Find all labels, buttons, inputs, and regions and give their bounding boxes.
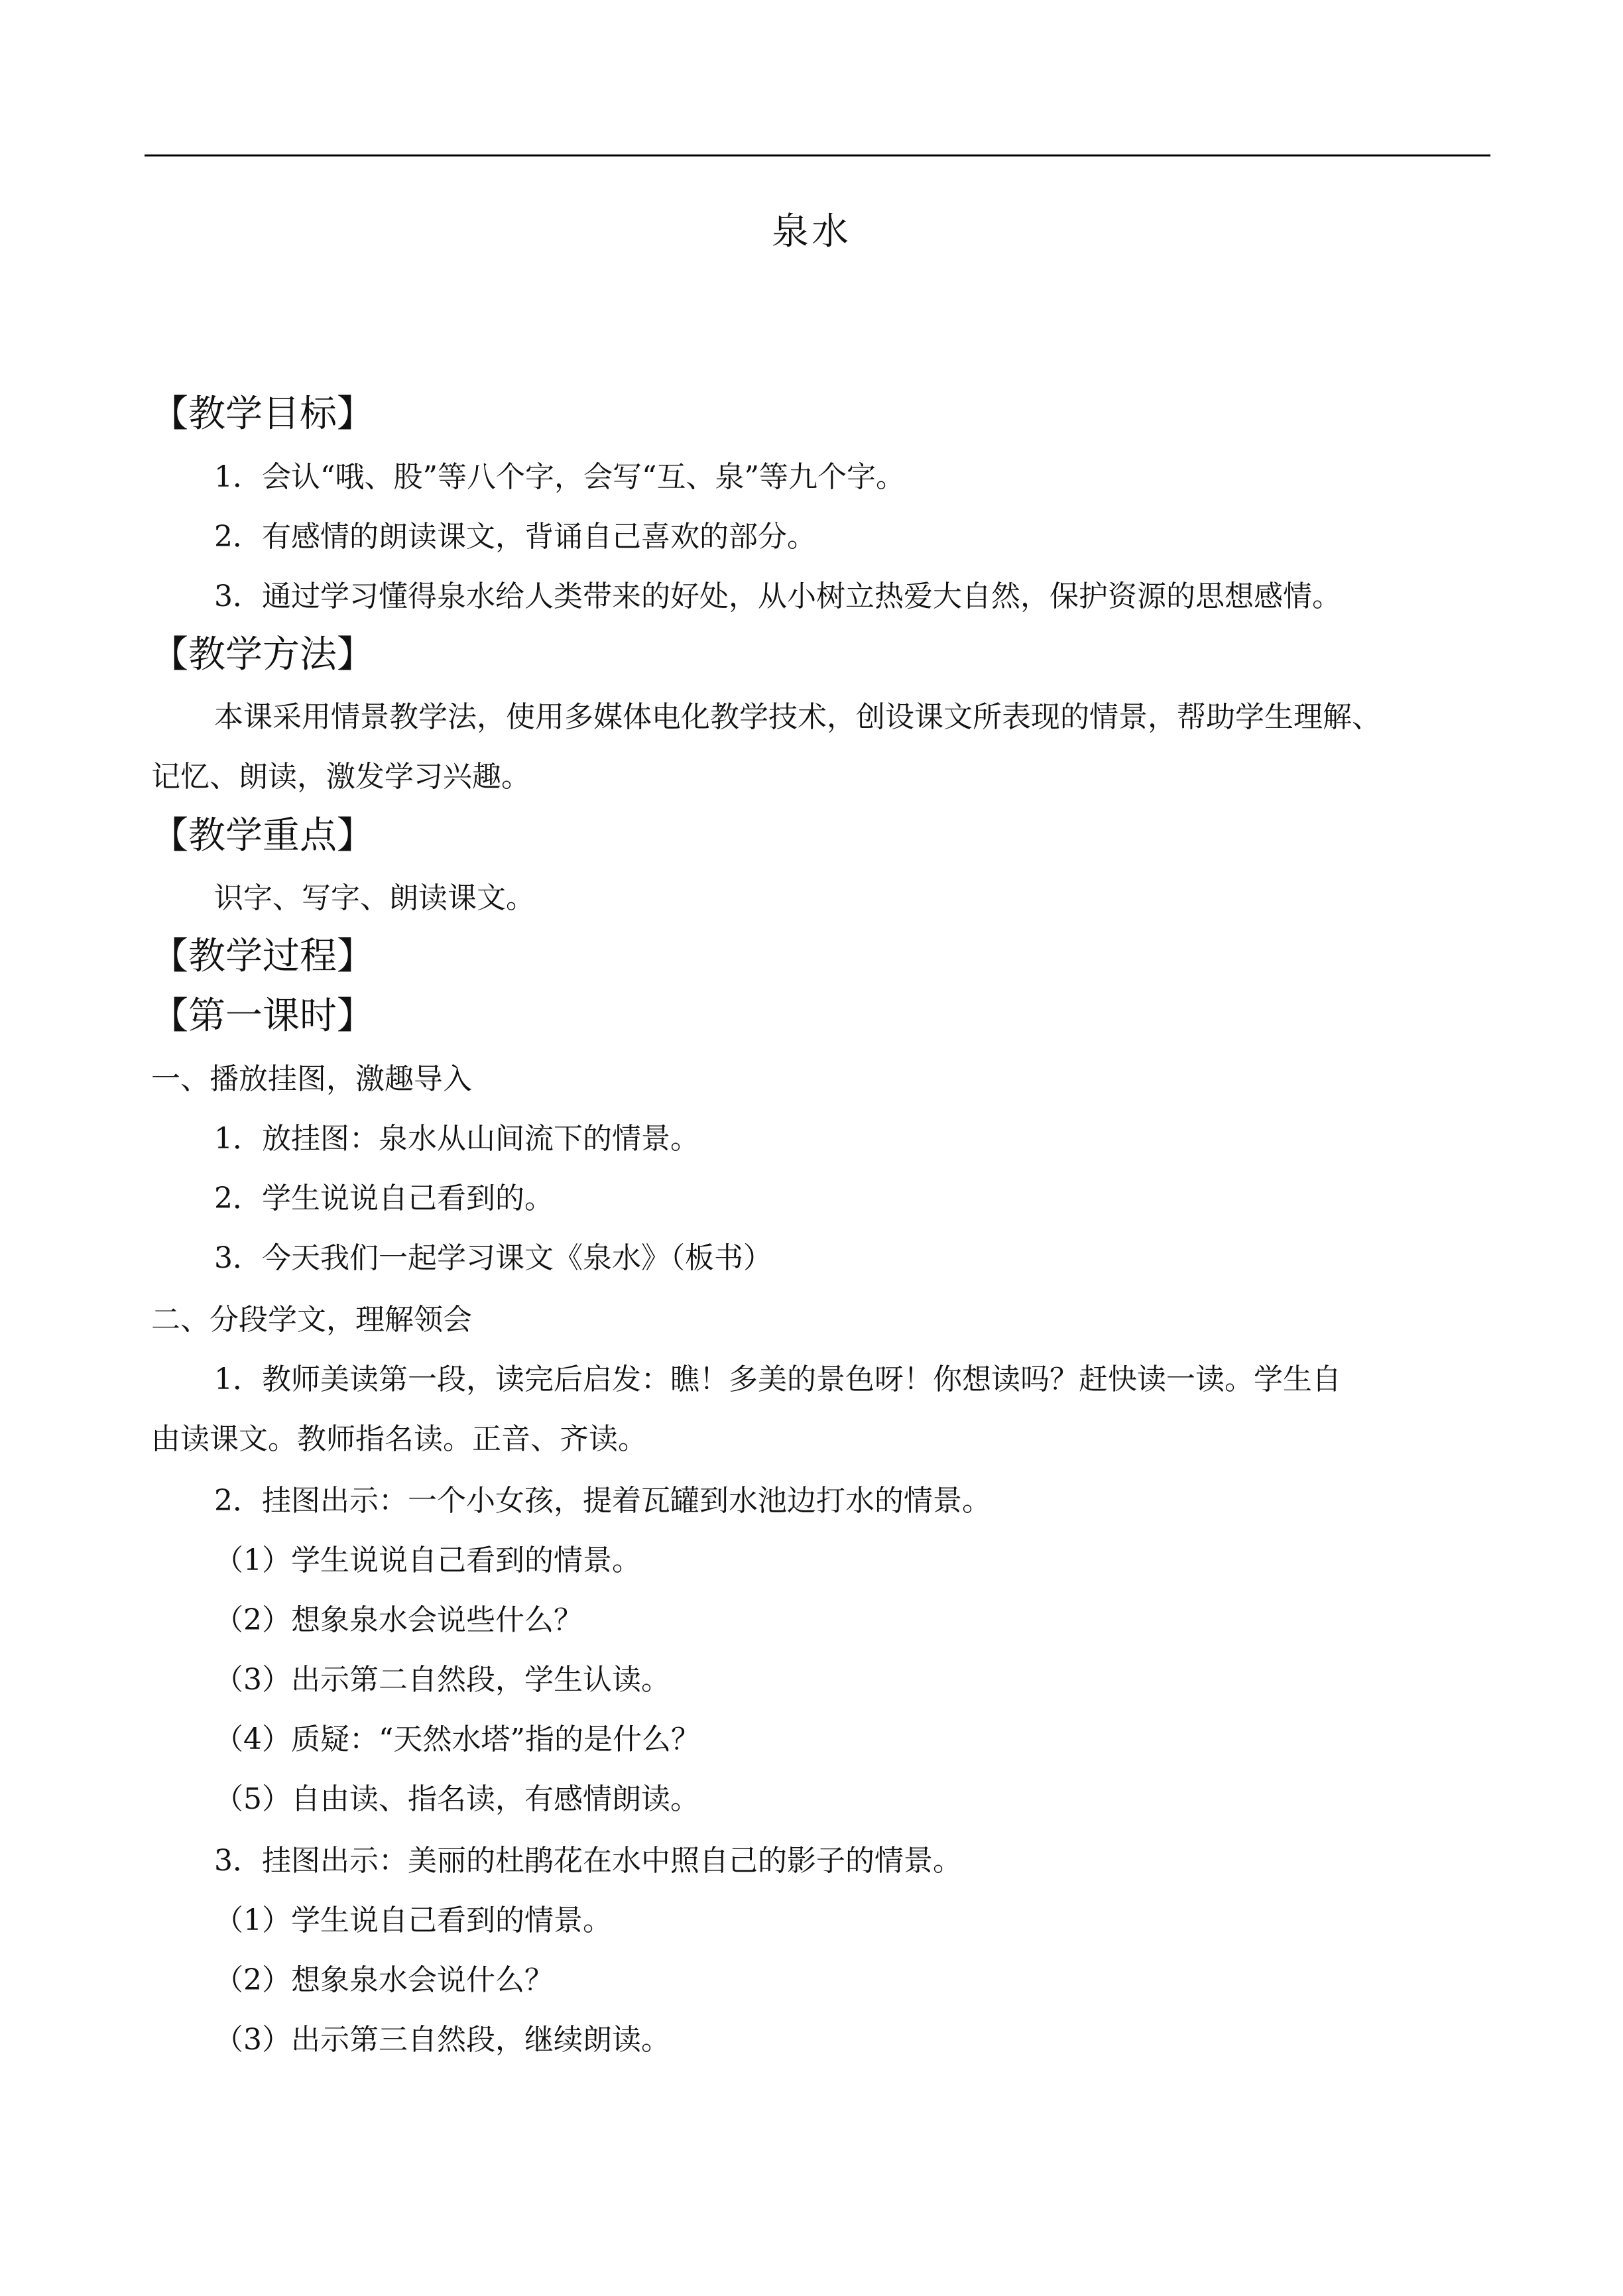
focus-text: 识字、写字、朗读课文。	[214, 881, 535, 915]
part-title: 一、播放挂图，激趣导入	[151, 1062, 472, 1096]
sub-item: （2）想象泉水会说什么？	[214, 1963, 554, 1997]
header-rule	[145, 154, 1490, 156]
list-item: 2．挂图出示：一个小女孩，提着瓦罐到水池边打水的情景。	[214, 1484, 991, 1518]
section-heading-process: 【教学过程】	[151, 935, 374, 978]
goal-item: 1．会认“哦、股”等八个字，会写“互、泉”等九个字。	[214, 460, 905, 494]
section-heading-focus: 【教学重点】	[151, 814, 374, 857]
list-item: 1．放挂图：泉水从山间流下的情景。	[214, 1122, 699, 1156]
sub-item: （3）出示第二自然段，学生认读。	[214, 1663, 670, 1697]
list-item: 3．今天我们一起学习课文《泉水》（板书）	[214, 1241, 772, 1275]
sub-item: （4）质疑：“天然水塔”指的是什么？	[214, 1722, 700, 1756]
sub-item: （3）出示第三自然段，继续朗读。	[214, 2023, 670, 2057]
sub-item: （2）想象泉水会说些什么？	[214, 1603, 583, 1637]
list-item: 2．学生说说自己看到的。	[214, 1181, 554, 1215]
page-title: 泉水	[772, 210, 851, 253]
part-title: 二、分段学文，理解领会	[151, 1303, 472, 1337]
section-heading-lesson1: 【第一课时】	[151, 995, 374, 1038]
sub-item: （1）学生说说自己看到的情景。	[214, 1543, 641, 1577]
method-paragraph-line: 本课采用情景教学法，使用多媒体电化教学技术，创设课文所表现的情景，帮助学生理解、	[214, 700, 1381, 734]
method-paragraph-line: 记忆、朗读，激发学习兴趣。	[151, 760, 530, 794]
section-heading-method: 【教学方法】	[151, 633, 374, 676]
goal-item: 2．有感情的朗读课文，背诵自己喜欢的部分。	[214, 520, 816, 554]
list-item: 1．教师美读第一段，读完后启发：瞧！多美的景色呀！你想读吗？赶快读一读。学生自	[214, 1362, 1341, 1396]
list-item: 3．挂图出示：美丽的杜鹃花在水中照自己的影子的情景。	[214, 1844, 962, 1878]
sub-item: （1）学生说自己看到的情景。	[214, 1903, 612, 1937]
section-heading-goals: 【教学目标】	[151, 393, 374, 436]
list-item-continuation: 由读课文。教师指名读。正音、齐读。	[151, 1422, 647, 1456]
sub-item: （5）自由读、指名读，有感情朗读。	[214, 1782, 699, 1816]
goal-item: 3．通过学习懂得泉水给人类带来的好处，从小树立热爱大自然，保护资源的思想感情。	[214, 579, 1341, 613]
